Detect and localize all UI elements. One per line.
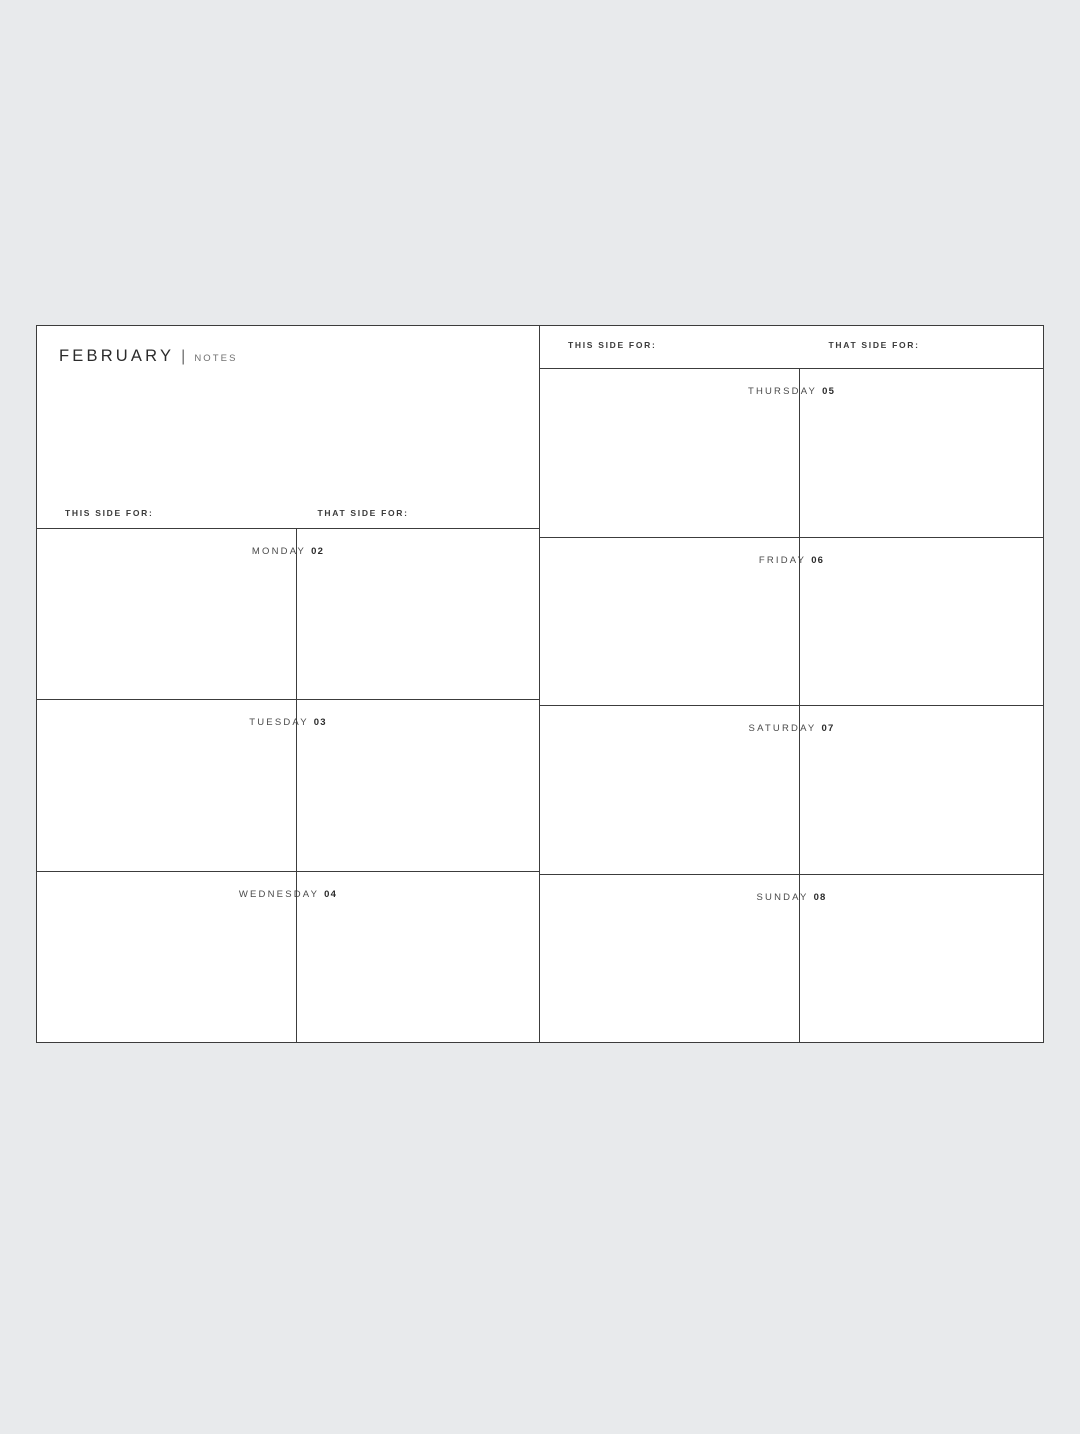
day-cell-tuesday[interactable] xyxy=(37,700,539,871)
that-side-for-label: THAT SIDE FOR: xyxy=(828,340,920,350)
day-number: 08 xyxy=(813,891,827,903)
this-side-for-label: THIS SIDE FOR: xyxy=(568,340,657,350)
day-header xyxy=(540,706,1043,736)
day-cell-monday[interactable] xyxy=(37,529,539,700)
day-number: 06 xyxy=(811,554,825,566)
planner-right-page xyxy=(540,326,1043,1042)
day-number: 05 xyxy=(822,386,836,397)
day-name: MONDAY xyxy=(251,546,307,557)
day-name: SUNDAY xyxy=(756,891,809,903)
day-divider xyxy=(799,369,800,537)
day-cell-saturday[interactable] xyxy=(540,706,1043,875)
day-number: 07 xyxy=(821,723,835,734)
day-name: SATURDAY xyxy=(748,723,817,734)
day-header xyxy=(540,369,1043,399)
day-cell-wednesday[interactable] xyxy=(37,872,539,1042)
right-side-labels xyxy=(540,340,1043,350)
day-header xyxy=(540,538,1043,568)
day-header xyxy=(37,529,539,559)
day-number: 03 xyxy=(313,717,327,729)
day-divider xyxy=(296,872,297,1042)
day-header xyxy=(37,872,539,902)
planner-spread xyxy=(36,325,1044,1043)
that-side-for-label: THAT SIDE FOR: xyxy=(317,508,409,518)
day-divider xyxy=(799,875,800,1043)
planner-left-page xyxy=(37,326,540,1042)
day-name: THURSDAY xyxy=(747,386,818,397)
day-name: TUESDAY xyxy=(249,717,309,729)
right-page-side-label-strip xyxy=(540,326,1043,369)
this-side-for-label: THIS SIDE FOR: xyxy=(65,508,154,518)
notes-block xyxy=(37,326,539,529)
day-cell-thursday[interactable] xyxy=(540,369,1043,538)
day-name: FRIDAY xyxy=(758,554,807,566)
notes-side-labels xyxy=(37,508,539,518)
day-number: 02 xyxy=(311,546,325,557)
day-divider xyxy=(296,529,297,699)
day-divider xyxy=(799,706,800,874)
page-title xyxy=(59,347,238,366)
title-divider: | xyxy=(181,348,186,365)
day-number: 04 xyxy=(324,888,338,900)
month-name: FEBRUARY xyxy=(59,347,175,365)
day-divider xyxy=(296,700,297,870)
day-cell-sunday[interactable] xyxy=(540,875,1043,1043)
notes-label: NOTES xyxy=(194,353,238,364)
day-header xyxy=(37,700,539,730)
day-name: WEDNESDAY xyxy=(238,888,320,900)
day-header xyxy=(540,875,1043,905)
day-cell-friday[interactable] xyxy=(540,538,1043,707)
day-divider xyxy=(799,538,800,706)
